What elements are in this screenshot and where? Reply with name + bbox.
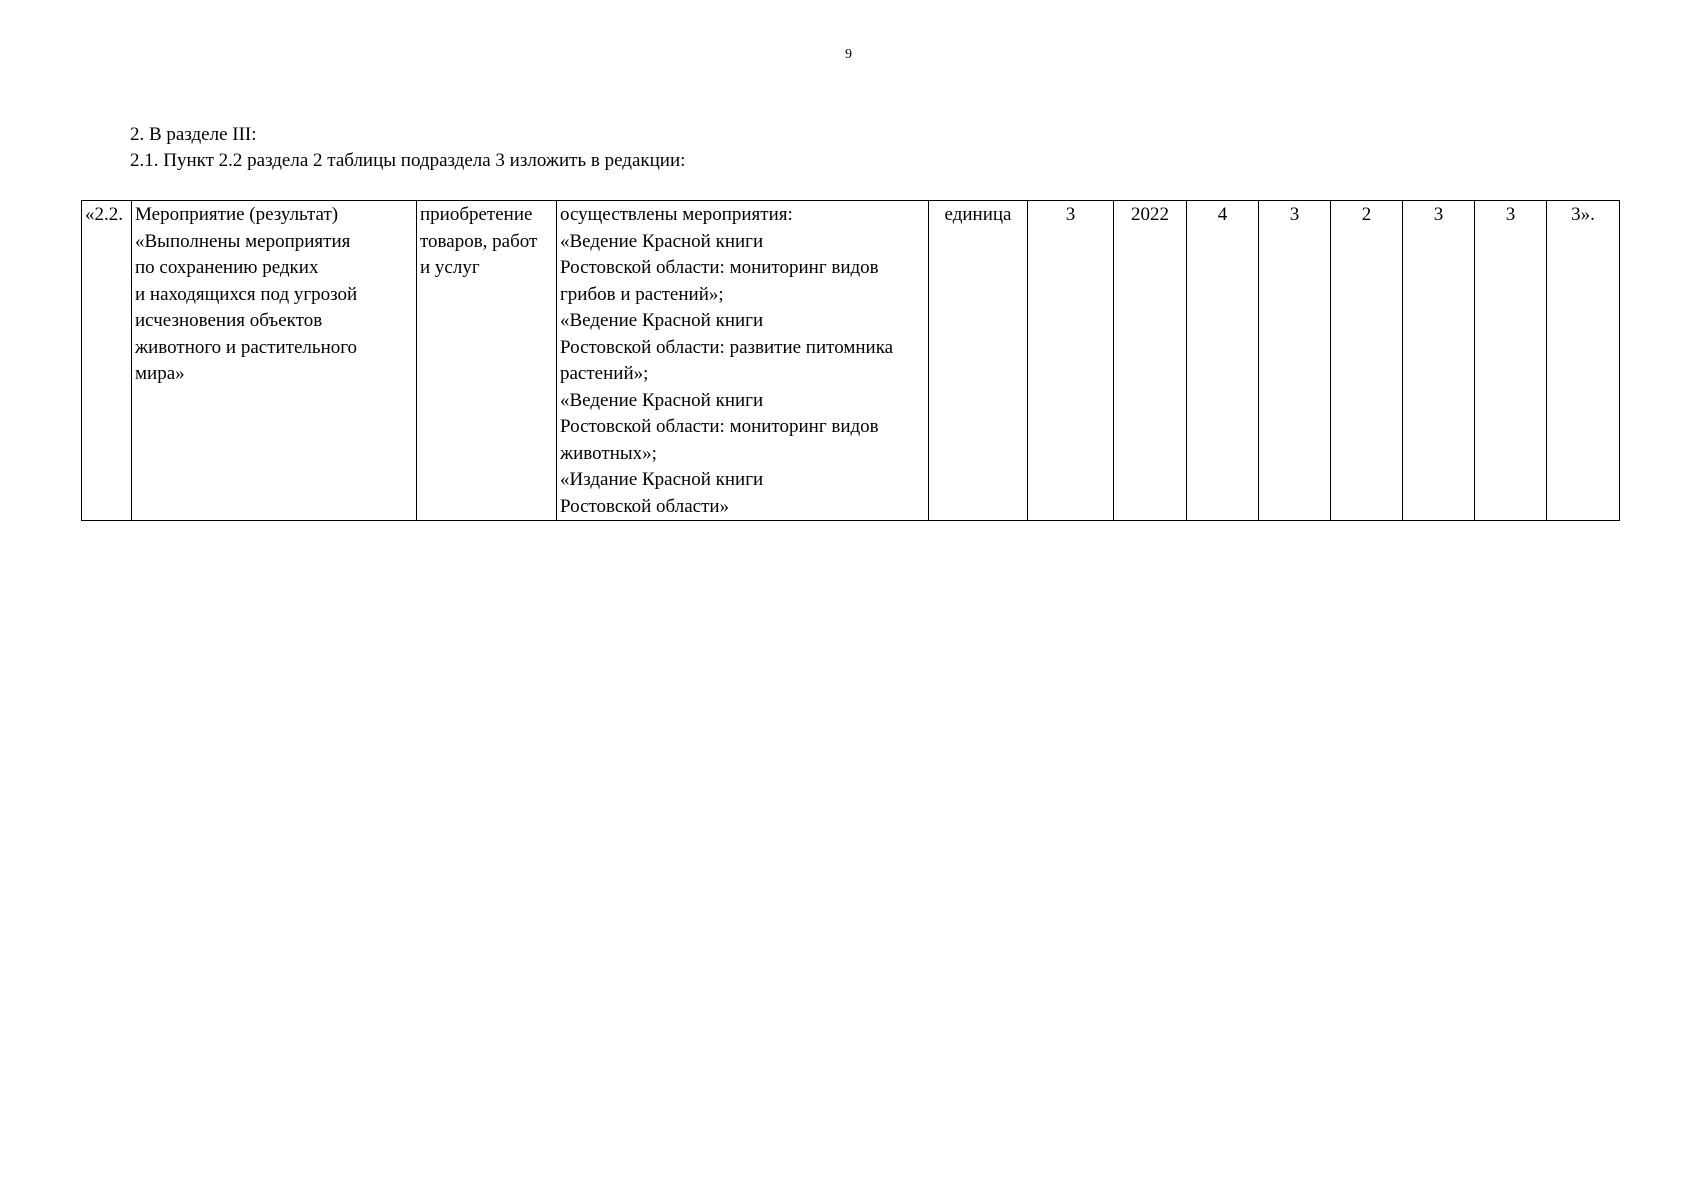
clause-paragraph: 2.1. Пункт 2.2 раздела 2 таблицы подраздела 3 изложить в редакции: xyxy=(130,150,686,171)
event-line: «Выполнены мероприятия xyxy=(135,230,351,252)
event-line: животного и растительного xyxy=(135,336,358,358)
event-line: по сохранению редких xyxy=(135,257,319,278)
description-line: растений»; xyxy=(560,363,649,384)
cell-item-number xyxy=(82,201,132,521)
description-line: «Ведение Красной книги xyxy=(560,230,764,252)
description-line: Ростовской области» xyxy=(560,495,730,517)
description-line: «Издание Красной книги xyxy=(560,469,764,490)
table-row xyxy=(82,201,1620,521)
description-line: «Ведение Красной книги xyxy=(560,310,764,331)
cell-value-4: 3 xyxy=(1403,201,1475,521)
description-line: Ростовской области: мониторинг видов xyxy=(560,257,879,278)
cell-value-2: 3 xyxy=(1259,201,1331,521)
event-line: и находящихся под угрозой xyxy=(135,283,358,305)
cell-value-5: 3 xyxy=(1475,201,1547,521)
cell-base-year: 2022 xyxy=(1114,201,1187,521)
description-line: грибов и растений»; xyxy=(560,283,724,305)
cell-base-value: 3 xyxy=(1028,201,1114,521)
description-line: Ростовской области: развитие питомника xyxy=(560,336,894,358)
cell-type xyxy=(417,201,557,521)
cell-unit: единица xyxy=(929,201,1028,521)
description-line: осуществлены мероприятия: xyxy=(560,204,793,225)
indicator-table xyxy=(81,200,1620,521)
event-line: Мероприятие (результат) xyxy=(135,204,339,225)
cell-event xyxy=(132,201,417,521)
type-line: товаров, работ xyxy=(420,230,538,252)
event-line: мира» xyxy=(135,363,185,384)
description-line: животных»; xyxy=(560,442,657,464)
type-line: приобретение xyxy=(420,204,533,225)
cell-value-6: 3». xyxy=(1547,201,1620,521)
description-line: Ростовской области: мониторинг видов xyxy=(560,416,879,437)
section-heading: 2. В разделе III: xyxy=(130,124,257,145)
page-number: 9 xyxy=(845,47,852,62)
event-line: исчезновения объектов xyxy=(135,310,323,331)
cell-description xyxy=(557,201,929,521)
cell-value-1: 4 xyxy=(1187,201,1259,521)
description-line: «Ведение Красной книги xyxy=(560,389,764,411)
item-number: «2.2. xyxy=(85,204,123,225)
type-line: и услуг xyxy=(420,257,480,278)
cell-value-3: 2 xyxy=(1331,201,1403,521)
